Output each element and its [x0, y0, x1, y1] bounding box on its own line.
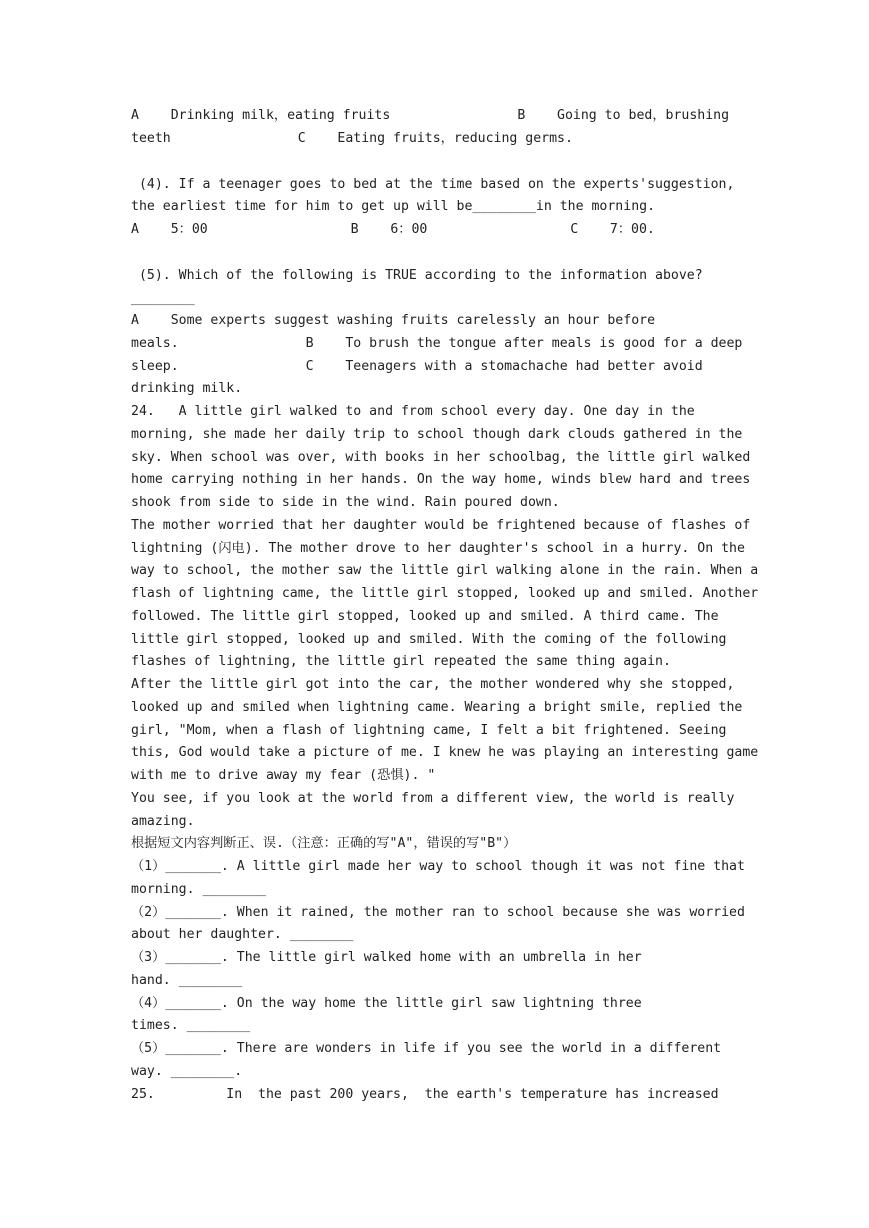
passage-24-line: little girl stopped, looked up and smiled. With the coming of the following: [131, 632, 727, 647]
passage-24-line: sky. When school was over, with books in her schoolbag, the little girl walked: [131, 450, 751, 465]
passage-24-line: lightning (闪电). The mother drove to her daughter's school in a hurry. On the: [131, 541, 745, 556]
passage-24-line: morning, she made her daily trip to school though dark clouds gathered in the: [131, 427, 743, 442]
tf-item-5: （5）_______. There are wonders in life if you see the world in a different: [131, 1041, 722, 1056]
q3-options-line-1: A Drinking milk，eating fruits B Going to bed，brushing: [131, 108, 730, 123]
q4-question-line-2: the earliest time for him to get up will be________in the morning.: [131, 199, 656, 214]
passage-24-line: with me to drive away my fear (恐惧). ": [131, 768, 436, 783]
tf-item-5-cont: way. ________.: [131, 1064, 243, 1079]
q5-options-line-1: A Some experts suggest washing fruits carelessly an hour before: [131, 313, 656, 328]
passage-24-line: home carrying nothing in her hands. On the way home, winds blew hard and trees: [131, 472, 751, 487]
q4-options: A 5：00 B 6：00 C 7：00.: [131, 222, 655, 237]
passage-24-line: After the little girl got into the car, the mother wondered why she stopped,: [131, 677, 735, 692]
tf-item-1: （1）_______. A little girl made her way to school though it was not fine that: [131, 859, 745, 874]
q3-options-line-2: teeth C Eating fruits，reducing germs.: [131, 131, 573, 146]
passage-25-start: 25. In the past 200 years, the earth's temperature has increased: [131, 1087, 719, 1102]
tf-item-2: （2）_______. When it rained, the mother ran to school because she was worried: [131, 905, 745, 920]
passage-24-line: amazing.: [131, 814, 195, 829]
passage-24-line: The mother worried that her daughter would be frightened because of flashes of: [131, 518, 751, 533]
q5-options-line-2: meals. B To brush the tongue after meals is good for a deep: [131, 336, 743, 351]
passage-24-line: girl, "Mom, when a flash of lightning came, I felt a bit frightened. Seeing: [131, 723, 727, 738]
q4-question-line-1: (4). If a teenager goes to bed at the time based on the experts'suggestion,: [131, 177, 735, 192]
passage-24-line: You see, if you look at the world from a different view, the world is really: [131, 791, 735, 806]
passage-24-line: 24. A little girl walked to and from school every day. One day in the: [131, 404, 695, 419]
tf-item-4-cont: times. ________: [131, 1018, 251, 1033]
tf-item-3: （3）_______. The little girl walked home with an umbrella in her: [131, 950, 642, 965]
tf-item-2-cont: about her daughter. ________: [131, 927, 354, 942]
q5-options-line-3: sleep. C Teenagers with a stomachache had better avoid: [131, 359, 703, 374]
passage-24-line: looked up and smiled when lightning came. Wearing a bright smile, replied the: [131, 700, 743, 715]
passage-24-line: this, God would take a picture of me. I knew he was playing an interesting game: [131, 745, 759, 760]
passage-24-line: flash of lightning came, the little girl stopped, looked up and smiled. Another: [131, 586, 759, 601]
passage-24-line: flashes of lightning, the little girl repeated the same thing again.: [131, 654, 671, 669]
instructions: 根据短文内容判断正、误.（注意：正确的写"A"，错误的写"B"）: [131, 836, 517, 851]
q5-options-line-4: drinking milk.: [131, 381, 243, 396]
passage-24-line: way to school, the mother saw the little girl walking alone in the rain. When a: [131, 563, 759, 578]
passage-24-line: shook from side to side in the wind. Rain poured down.: [131, 495, 560, 510]
tf-item-4: （4）_______. On the way home the little girl saw lightning three: [131, 996, 642, 1011]
q5-question: (5). Which of the following is TRUE according to the information above?: [131, 268, 703, 283]
q5-answer-blank: ________: [131, 291, 195, 306]
tf-item-1-cont: morning. ________: [131, 882, 266, 897]
passage-24-line: followed. The little girl stopped, looked up and smiled. A third came. The: [131, 609, 719, 624]
tf-item-3-cont: hand. ________: [131, 973, 243, 988]
